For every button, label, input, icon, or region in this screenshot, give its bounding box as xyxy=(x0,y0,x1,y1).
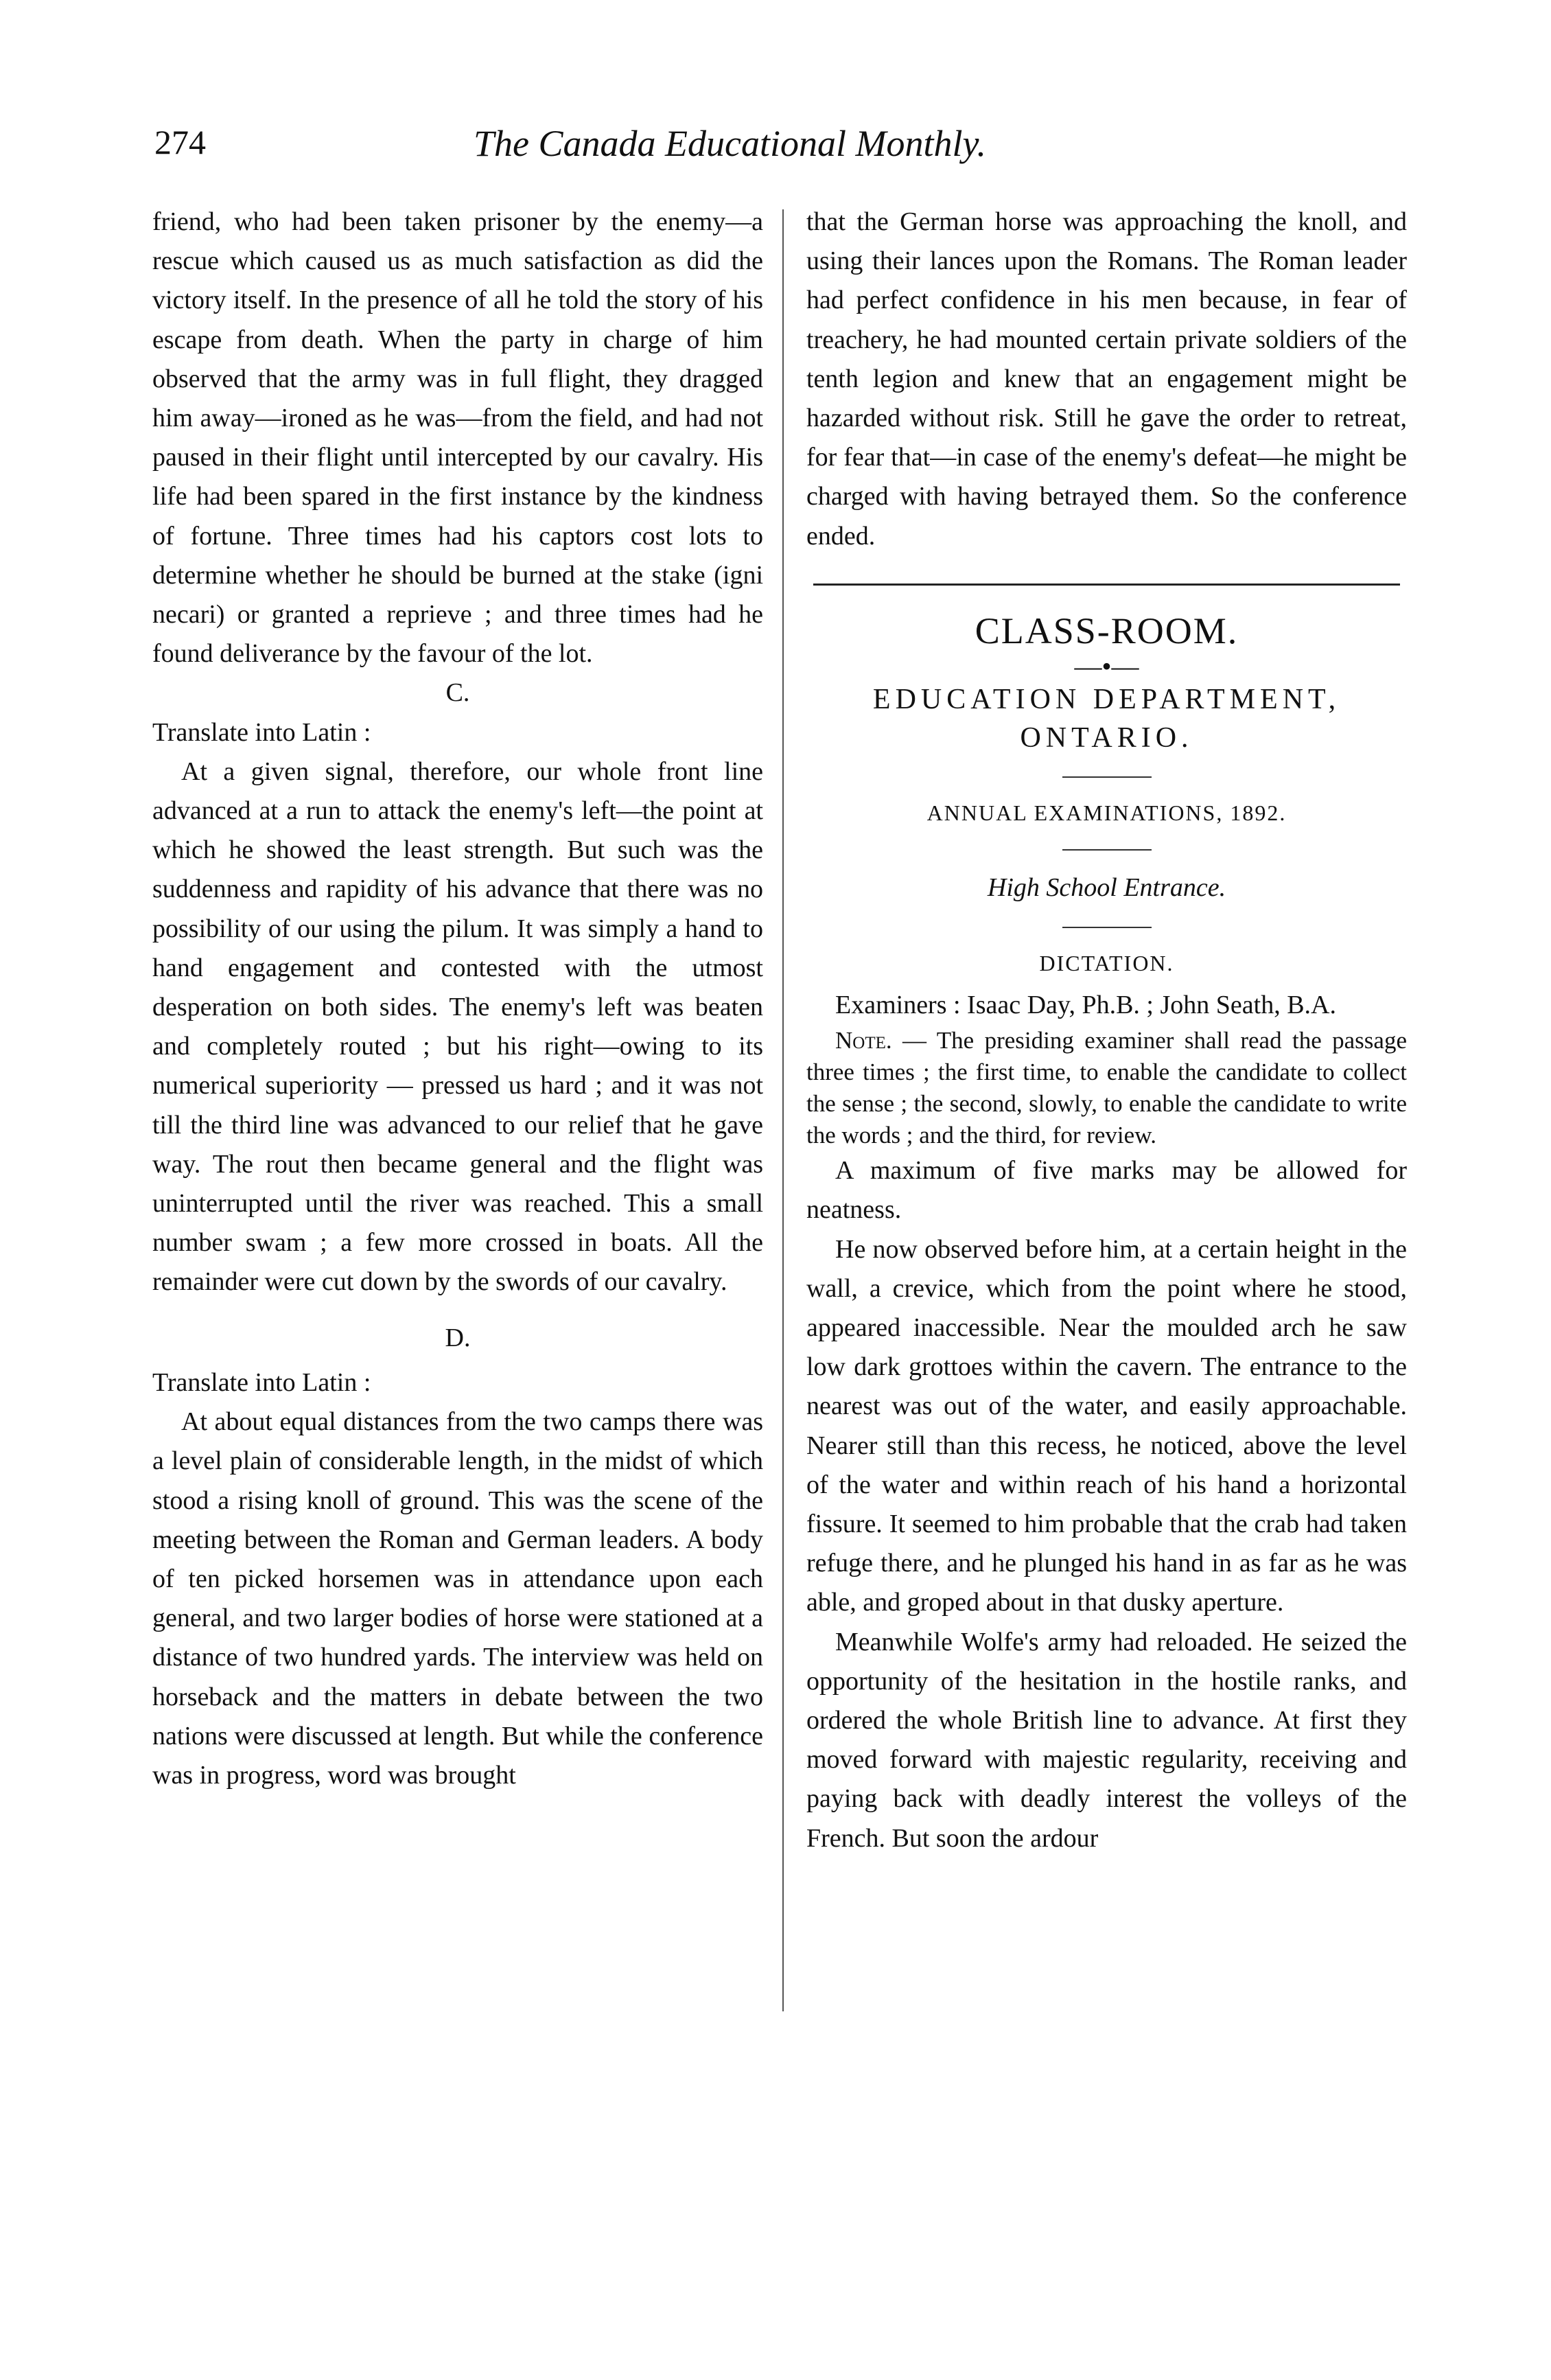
page-number: 274 xyxy=(154,123,206,161)
section-letter-c: C. xyxy=(445,678,470,708)
dictation-passage: He now observed before him, at a certain height in the wall, a crevice, which from the point where he stood, appeared inaccessible. Near the moulded arch he saw low dark grottoes within the cavern. The entrance to the nearest was out of the water, and easily approachable. Nearer still than this recess, he noticed, above the level of the water and within reach of his hand a horizontal fissure. It seemed to him probable that the crab had taken refuge there, and he plunged his hand in as far as he was able, and groped about in that dusky aperture. xyxy=(806,1234,1407,1617)
examiners-line: Examiners : Isaac Day, Ph.B. ; John Seath, B.A. xyxy=(835,991,1336,1020)
column-divider xyxy=(782,209,784,2011)
section-rule xyxy=(813,584,1400,586)
running-head xyxy=(154,122,1400,177)
ornament-divider: —•— xyxy=(1074,650,1139,682)
exam-title: ANNUAL EXAMINATIONS, 1892. xyxy=(926,800,1287,825)
body-paragraph: friend, who had been taken prisoner by the enemy—a rescue which caused us as much satisfaction as did the victory itself. In the presence of all he told the story of his escape from death. When the party in charge of him observed that the army was in full flight, they dragged him away—ironed as he was—from the field, and had not paused in their flight until intercepted by our cavalry. His life had been spared in the first instance by the kindness of fortune. Three times had his captors cost lots to determine whether he should be burned at the stake (igni necari) or granted a reprieve ; and three times had he found deliverance by the favour of the lot. xyxy=(152,207,763,669)
section-letter-d: D. xyxy=(445,1323,471,1352)
exam-subtitle: High School Entrance. xyxy=(987,873,1226,902)
dictation-passage: Meanwhile Wolfe's army had reloaded. He seized the opportunity of the hesitation in the hostile ranks, and ordered the whole British line to advance. At first they moved forward with majestic regularity, receiving and paying back with deadly interest the volleys of the French. But soon the ardour xyxy=(806,1627,1407,1853)
short-rule xyxy=(1062,776,1152,778)
note-paragraph xyxy=(806,1025,1407,1151)
short-rule xyxy=(1062,849,1152,851)
department-line: ONTARIO. xyxy=(1020,721,1193,754)
body-paragraph: A maximum of five marks may be allowed for neatness. xyxy=(806,1156,1407,1225)
section-heading: CLASS-ROOM. xyxy=(975,610,1239,651)
short-rule xyxy=(1062,927,1152,928)
note-label: Note. xyxy=(835,1027,892,1054)
body-paragraph: At about equal distances from the two camps there was a level plain of considerable length, in the midst of which stood a rising knoll of ground. This was the scene of the meeting between the Roman and German leaders. A body of ten picked horsemen was in attendance upon each general, and two larger bodies of horse were stationed at a distance of two hundred yards. The interview was held on horseback and the matters in debate between the two nations were discussed at length. But while the conference was in progress, word was brought xyxy=(152,1407,763,1790)
department-line: EDUCATION DEPARTMENT, xyxy=(872,683,1341,715)
journal-title: The Canada Educational Monthly. xyxy=(474,123,986,164)
body-paragraph: At a given signal, therefore, our whole front line advanced at a run to attack the enemy's left—the point at which he showed the least strength. But such was the suddenness and rapidity of his advance that there was no possibility of our using the pilum. It was simply a hand to hand engagement and contested with the utmost desperation on both sides. The enemy's left was beaten and completely routed ; but his right—owing to its numerical superiority — pressed us hard ; and it was not till the third line was advanced to our relief that he gave way. The rout then became general and the flight was uninterrupted until the river was reached. This a small number swam ; a few more crossed in boats. All the remainder were cut down by the swords of our cavalry. xyxy=(152,756,763,1297)
left-column xyxy=(152,203,763,1795)
right-column xyxy=(806,203,1407,1858)
exam-subject: DICTATION. xyxy=(1039,951,1174,976)
body-paragraph: that the German horse was approaching the knoll, and using their lances upon the Romans. The Roman leader had perfect confidence in his men because, in fear of treachery, he had mounted certain private soldiers of the tenth legion and knew that an engagement might be hazarded without risk. Still he gave the order to retreat, for fear that—in case of the enemy's defeat—he might be charged with having betrayed them. So the conference ended. xyxy=(806,207,1407,551)
note-text: — The presiding examiner shall read the passage three times ; the first time, to enable the candidate to collect the sense ; the second, slowly, to enable the candidate to write the words ; and the third, for review. xyxy=(806,1027,1407,1149)
translation-instruction: Translate into Latin : xyxy=(152,717,371,747)
translation-instruction: Translate into Latin : xyxy=(152,1367,371,1397)
